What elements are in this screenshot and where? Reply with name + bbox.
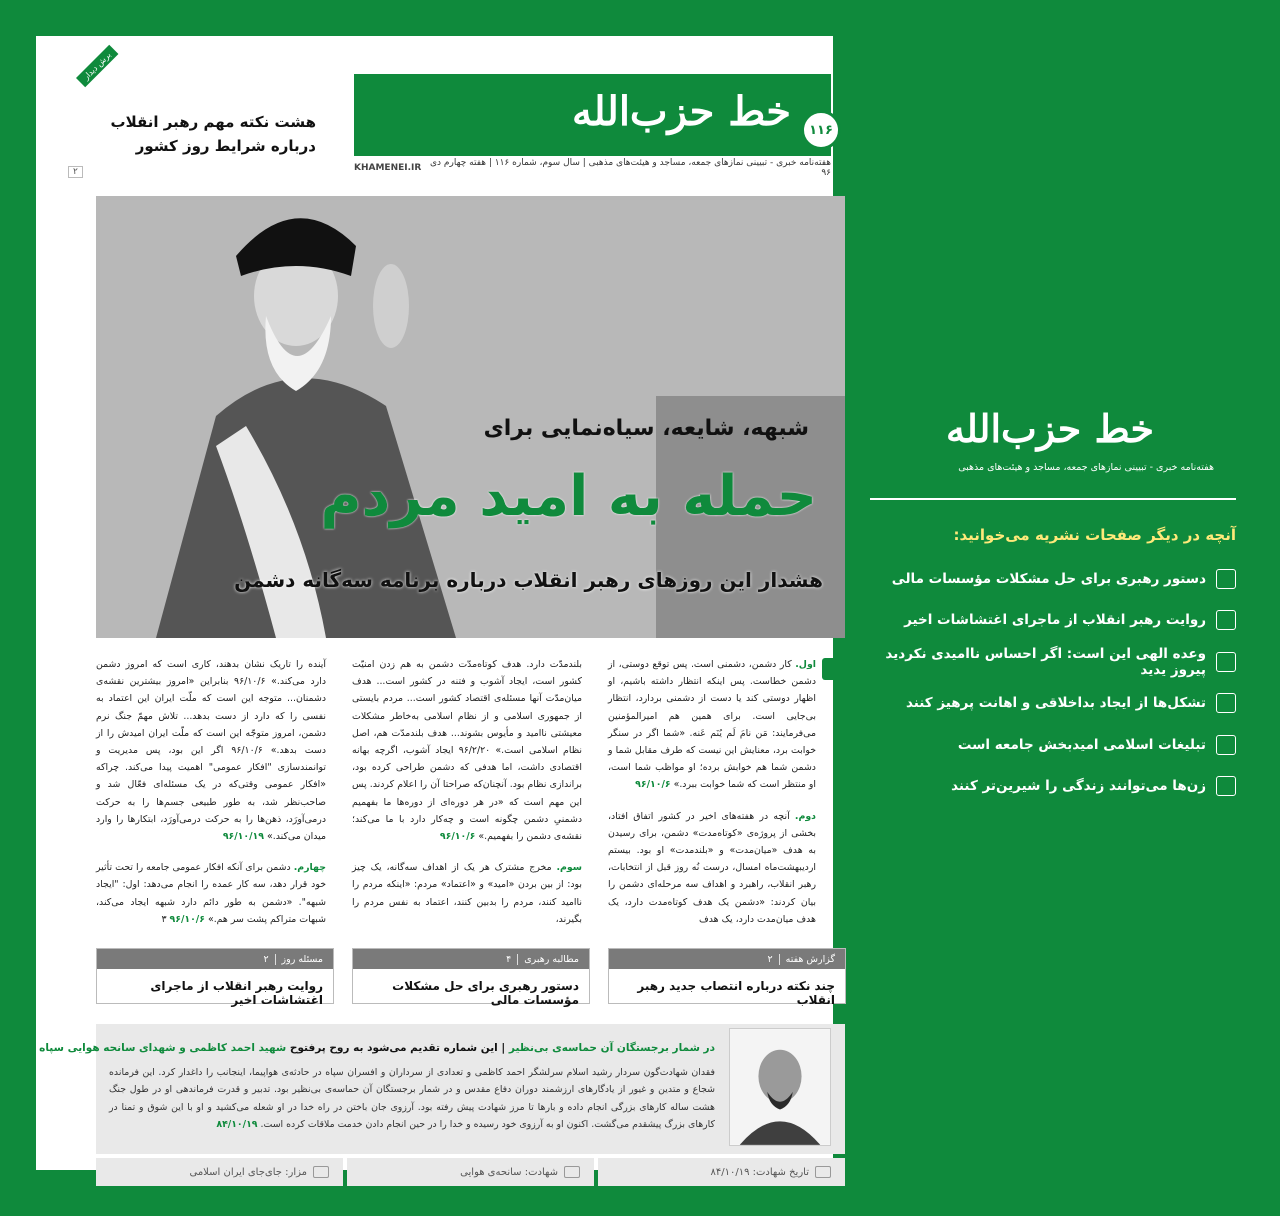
sidebar-divider [870, 498, 1236, 500]
sidebar-heading: آنچه در دیگر صفحات نشریه می‌خوانید: [953, 526, 1236, 544]
contents-item-label: تشکل‌ها از ایجاد بداخلاقی و اهانت پرهیز کنند [905, 695, 1206, 712]
fist-icon [564, 1166, 580, 1178]
grave-cell [96, 1158, 343, 1186]
continue-page-ref: ۳ [161, 913, 167, 925]
teaser-box-week-report[interactable] [608, 948, 846, 1007]
masthead-logo: خط حزب‌الله [571, 88, 791, 135]
contents-item[interactable] [860, 683, 1236, 725]
memorial-date: ۸۴/۱۰/۱۹ [216, 1119, 258, 1131]
quote-date: ۹۶/۱۰/۶ [169, 913, 205, 925]
memorial-quote: فقدان شهادت‌گون سردار رشید اسلام سرلشگر احمد کاظمی و تعدادی از سرداران و افسران سپاه در حادثه‌ی هواپیما، اینجانب را داغدار کرد. این فرمانده شجاع و متدین و غیور از یادگارهای ارزشمند دوران دفاع مقدس و در شمار برجستگان آن حماسه‌ی بی‌نظیر بود. تدبیر و قدرت فرماندهی او در طول جنگ هشت ساله کارهای بزرگی انجام داده و بارها تا مرز شهادت پیش رفته بود. آرزوی جان باختن در راه خدا در او شعله می‌کشید و او با این شوق و تمنا در کارهای بزرگ پیشقدم می‌گشت. اکنون او به آرزوی خود رسیده و خدا را در حین انجام دادن خدمت ملاقات کرده است. [109, 1067, 715, 1131]
memorial-title-c: شهید احمد کاظمی و شهدای سانحه هوایی سپاه [39, 1042, 287, 1054]
point-text: بلندمدّت دارد. هدف کوتاه‌مدّت دشمن به هم زدن امنیّت کشور است، ایجاد آشوب و فتنه در کشور است... هدف میان‌مدّت آنها مسئله‌ی اقتصاد کشور است... مردم بایستی از جمهوری اسلامی و از نظام اسلامی به‌خاطر مشکلات معیشتی ناامید و مأیوس بشوند... هدف بلندمدّت هم، اصل نظام اسلامی است.» ۹۶/۲/۲۰ ایجاد آشوب، اگرچه بهانه اقتصادی داشت، اما هدفی که دشمن طراحی کرده بود، براندازی نظام بود. آنچنان‌که صراحتا آن را اعلام کردند. پس این مهم است که «در هر دوره‌ای از دوره‌ها ما بفهمیم دشمنیِ دشمن چگونه است و چه‌کار دارد با ما می‌کند؛ نقشه‌ی دشمن را بفهمیم.» [352, 659, 583, 843]
teaser-text: چند نکته درباره انتصاب جدید رهبر انقلاب [637, 979, 835, 1007]
contents-item-label: زن‌ها می‌توانند زندگی را شیرین‌تر کنند [951, 778, 1206, 795]
sidebar-tagline: هفته‌نامه خبری - تبیینی نمازهای جمعه، مساجد و هیئت‌های مذهبی [958, 462, 1214, 473]
point-text: دشمن برای آنکه افکار عمومی جامعه را تحت تأثیر خود قرار دهد، سه کار عمده را انجام می‌دهد: اول: "ایجاد شبهه". «دشمن به طور دائم دارد شبهه ایجاد می‌کند، شبهات متراکم پشت سر هم.» [96, 862, 326, 925]
point-text: کار دشمن، دشمنی است. پس توقع دوستی، از دشمن خطاست. پس اینکه انتظار داشته باشیم، او اظهار دوستی کند یا دست از دشمنی بردارد، انتظار بی‌جایی است. برای همین هم امیرالمؤمنین می‌فرمایند: مَن نامَ لَم یُنَم عَنه. «شما اگر در سنگر خوابت برد، معنایش این نیست که طرف مقابل شما و دشمن شما هم خوابش برده؛ او مواظب شما است، او منتظر است که شما خوابت ببرد.» [608, 659, 816, 791]
martyrdom-cause-label: شهادت: سانحه‌ی هوایی [460, 1166, 558, 1178]
flag-icon [313, 1166, 329, 1178]
memorial-title-a: در شمار برجستگان آن حماسه‌ی بی‌نظیر [508, 1042, 715, 1054]
hero-pre-title: شبهه، شایعه، سیاه‌نمایی برای [483, 416, 809, 441]
memorial-text [109, 1064, 715, 1134]
newspaper-page [36, 36, 835, 1178]
point-text: مخرج مشترک هر یک از اهداف سه‌گانه، یک چیز بود: از بین بردن «امید» و «اعتماد» مردم: «اینکه مردم را ناامید کنند، مردم را بدبین کنند، اعتماد به نفس مردم را بگیرند، [352, 862, 582, 925]
issue-number-badge: ۱۱۶ [801, 110, 841, 150]
megaphone-icon [1216, 735, 1236, 755]
top-teaser-page-ref: ۲ [68, 166, 83, 178]
contents-item-label: دستور رهبری برای حل مشکلات مؤسسات مالی [891, 570, 1206, 587]
memorial-box [39, 1024, 845, 1154]
top-teaser-tag: برش دیدار [76, 45, 118, 87]
teaser-box-today-issue[interactable] [96, 948, 334, 1007]
hero-subtitle: هشدار این روزهای رهبر انقلاب درباره برنامه سه‌گانه دشمن [234, 568, 823, 592]
hero-title: حمله به امید مردم [320, 464, 817, 529]
martyrdom-date-label: تاریخ شهادت: ۸۴/۱۰/۱۹ [710, 1166, 809, 1178]
hero-image [96, 196, 845, 638]
masthead-subtitle-row [354, 158, 831, 178]
quote-date: ۹۶/۱۰/۱۹ [222, 831, 264, 843]
article-column-2 [352, 656, 582, 942]
grave-label: مزار: جای‌جای ایران اسلامی [189, 1166, 307, 1178]
martyrdom-cause-cell [347, 1158, 594, 1186]
martyr-portrait [729, 1028, 831, 1146]
top-teaser-box[interactable] [66, 50, 324, 180]
sidebar-logo: خط حزب‌الله [945, 406, 1155, 451]
contents-item[interactable] [860, 724, 1236, 766]
point-text: آینده را تاریک نشان بدهند، کاری است که امروز دشمن دارد می‌کند.» ۹۶/۱۰/۶ بنابراین «امروز بیشترین نقشه‌ی دشمنان... متوجه این است که ملّت ایران این اعتماد به نفسی را که دارد از دست بدهد... تلاش مهمّ جنگ نرم دشمن، امروز متوجّه این است که ملّت ایران امیدش را از دست بدهد.» ۹۶/۱۰/۶ اگر این بود، پس مدیریت و توانمندسازی "افکار عمومی" اهمیت پیدا می‌کند. چراکه «افکار عمومی وقتی‌که در یک مسئله‌ای فعّال شد و صاحب‌نظر شد، به طور طبیعی جسم‌ها را به حرکت درمی‌آورَد، ذهن‌ها را به حرکت درمی‌آورَد، ابتکارها را وارد میدان می‌کند.» [96, 659, 326, 843]
teaser-page: ۲ [263, 954, 275, 965]
group-icon [1216, 693, 1236, 713]
contents-item-label: تبلیغات اسلامی امیدبخش جامعه است [957, 736, 1206, 753]
martyrdom-date-cell [598, 1158, 845, 1186]
point-lead: سوم. [556, 862, 582, 874]
site-mark: KHAMENEI.IR [354, 163, 422, 173]
article-column-1 [608, 656, 816, 942]
memorial-title: در شمار برجستگان آن حماسه‌ی بی‌نظیر | این شماره تقدیم می‌شود به روح پرفتوح شهید احمد کاظمی و شهدای سانحه هوایی سپاه [39, 1042, 715, 1054]
teaser-page: ۲ [768, 954, 780, 965]
teaser-category: گزارش هفته [785, 953, 835, 965]
document-icon [1216, 569, 1236, 589]
memorial-info-strip [96, 1158, 845, 1186]
contents-item[interactable] [860, 600, 1236, 642]
woman-icon [1216, 776, 1236, 796]
sidebar-contents-list [860, 558, 1236, 807]
teaser-box-leader-demand[interactable] [352, 948, 590, 1007]
envelope-icon [1216, 652, 1236, 672]
teaser-page: ۴ [506, 954, 518, 965]
article-column-3 [96, 656, 326, 942]
document-icon [1216, 610, 1236, 630]
teaser-text: دستور رهبری برای حل مشکلات مؤسسات مالی [392, 979, 579, 1007]
quote-date: ۹۶/۱۰/۶ [439, 831, 476, 843]
teaser-text: روایت رهبر انقلاب از ماجرای اغتشاشات اخیر [150, 979, 323, 1007]
contents-item[interactable] [860, 766, 1236, 808]
quote-date: ۹۶/۱۰/۶ [635, 779, 671, 791]
point-lead: اول. [795, 659, 816, 670]
calendar-icon [815, 1166, 831, 1178]
contents-item-label: وعده الهی این است: اگر احساس ناامیدی نکردید پیروز یدید [885, 645, 1206, 678]
teaser-category: مطالبه رهبری [524, 953, 579, 965]
point-lead: چهارم. [293, 862, 326, 874]
masthead-subtitle: هفته‌نامه خبری - تبیینی نمازهای جمعه، مساجد و هیئت‌های مذهبی | سال سوم، شماره ۱۱۶ | هفته چهارم دی ۹۶ [430, 158, 831, 178]
contents-item[interactable] [860, 558, 1236, 600]
contents-item-label: روایت رهبر انقلاب از ماجرای اغتشاشات اخیر [904, 612, 1206, 629]
memorial-title-b: این شماره تقدیم می‌شود به روح پرفتوح [289, 1042, 498, 1054]
contents-item[interactable] [860, 641, 1236, 683]
point-lead: دوم. [794, 810, 816, 822]
top-teaser-headline: هشت نکته مهم رهبر انقلاب درباره شرایط روز کشور [110, 113, 316, 155]
teaser-category: مسئله روز [281, 953, 323, 965]
pen-icon [822, 658, 844, 680]
point-text: آنچه در هفته‌های اخیر در کشور اتفاق افتاد، بخشی از پروژه‌ی «کوتاه‌مدت» دشمن، برای رسیدن به هدف «میان‌مدت» و «بلندمدت» او بود. بیستم اردیبهشت‌ماه امسال، درست نُه روز قبل از انتخابات، رهبر انقلاب، راهبرد و اهداف سه مرحله‌ای دشمن را بیان کردند: «دشمن یک هدف کوتاه‌مدت دارد، یک هدف میان‌مدت دارد، یک هدف [608, 810, 816, 925]
masthead [354, 74, 831, 156]
